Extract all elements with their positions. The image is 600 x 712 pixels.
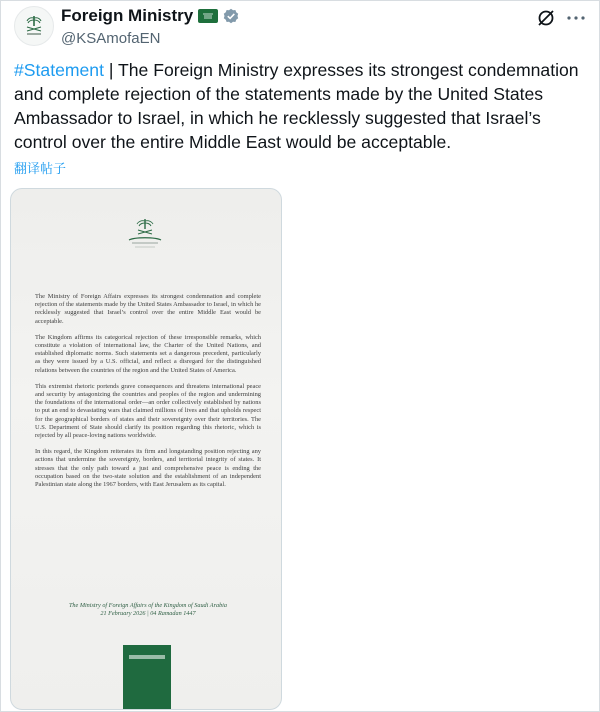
tweet-body: The Foreign Ministry expresses its strongest condemnation and complete rejection of the statements made by the United States Ambassador to Israel, in which he recklessly suggested that Israel’s control over the entire Middle East would be acceptable. [14, 60, 579, 152]
footer-logo-icon [129, 655, 165, 659]
document-signature [35, 602, 261, 618]
avatar[interactable] [14, 6, 54, 46]
document-paragraph: This extremist rhetoric portends grave consequences and threatens international peace and security by antagonizing the countries and peoples of the region and undermining the foundations of the international order—an order collectively established by nations to put an end to devastating wars that claimed millions of lives and that upholds respect for the geographical borders of states and their sovereignty over their territories. The U.S. Department of State should clarify its position regarding this rhetoric, which is rejected by all peace-loving nations worldwide. [35, 382, 261, 440]
ministry-logo-icon [123, 217, 167, 251]
document-paragraph: The Ministry of Foreign Affairs expresses its strongest condemnation and complete rejection of the statements made by the United States Ambassador to Israel, in which he recklessly suggested that Israel’s control over the entire Middle East would be acceptable. [35, 293, 261, 325]
document-footer-bar [123, 645, 171, 709]
statement-image[interactable] [10, 188, 282, 710]
handle[interactable]: @KSAmofaEN [61, 30, 161, 47]
signature-date: 21 February 2026 | 04 Ramadan 1447 [100, 610, 196, 617]
grok-icon[interactable] [536, 8, 556, 28]
saudi-flag-icon [198, 9, 218, 23]
more-options-icon[interactable] [566, 8, 586, 28]
document-paragraph: The Kingdom affirms its categorical rejection of these irresponsible remarks, which constitute a violation of international law, the Charter of the United Nations, and established diplomatic norms. Such statements set a dangerous precedent, particularly as they were issued by a U.S. official, and reflect a disregard for the distinguished relations between the countries of the region and the United States of America. [35, 333, 261, 374]
emblem-icon [21, 13, 47, 39]
hashtag-separator: | [103, 60, 119, 80]
signature-line: The Ministry of Foreign Affairs of the Kingdom of Saudi Arabia [68, 602, 227, 609]
display-name[interactable]: Foreign Ministry [61, 6, 194, 25]
tweet-text [14, 58, 588, 154]
verified-badge-icon[interactable] [223, 8, 239, 24]
tweet-header [14, 6, 586, 50]
document-paragraph: In this regard, the Kingdom reiterates its firm and longstanding position rejecting any actions that undermine the sovereignty, borders, and territorial integrity of states. It stresses that the only path toward a just and comprehensive peace is ending the occupation based on the two-state solution and the establishment of an independent Palestinian state along the 1967 borders, with East Jerusalem as its capital. [35, 448, 261, 489]
hashtag-link[interactable]: #Statement [14, 60, 104, 80]
statement-document-text [35, 293, 261, 497]
translate-post-link[interactable]: 翻译帖子 [14, 161, 67, 176]
